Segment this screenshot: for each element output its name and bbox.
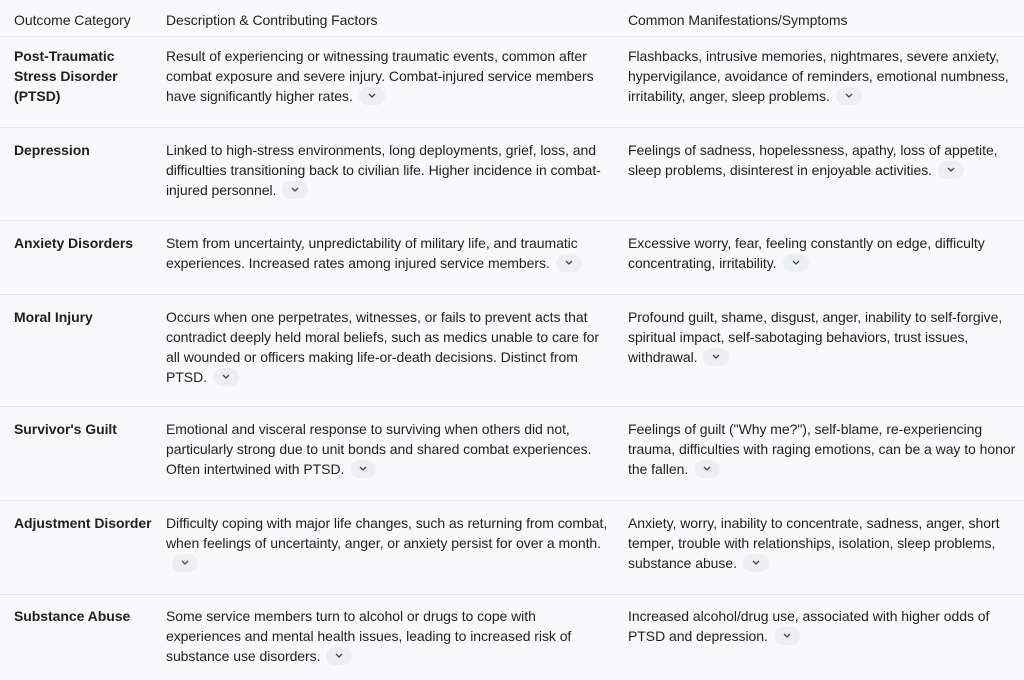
row-description	[166, 513, 611, 573]
header-divider	[0, 36, 1024, 37]
row-description	[166, 46, 611, 106]
row-outcome: Anxiety Disorders	[14, 235, 133, 251]
chevron-down-icon[interactable]	[938, 161, 964, 179]
chevron-down-icon[interactable]	[326, 647, 352, 665]
row-divider	[0, 294, 1024, 295]
table-row	[0, 46, 1024, 126]
row-divider	[0, 594, 1024, 595]
table-row	[0, 307, 1024, 397]
row-outcome: Post-Traumatic Stress Disorder (PTSD)	[14, 48, 118, 104]
chevron-down-icon[interactable]	[350, 460, 376, 478]
row-description-text: Result of experiencing or witnessing traumatic events, common after combat exposure and severe injury. Combat-injured service members have significantly higher rates.	[166, 48, 594, 104]
chevron-down-icon[interactable]	[783, 254, 809, 272]
row-outcome: Depression	[14, 142, 90, 158]
row-symptoms	[628, 513, 1020, 573]
row-description-text: Occurs when one perpetrates, witnesses, or fails to prevent acts that contradict deeply held moral beliefs, such as medics unable to care for all wounded or officers making life-or-death decisions. Distinct from PTSD.	[166, 309, 600, 385]
row-divider	[0, 500, 1024, 501]
row-divider	[0, 127, 1024, 128]
row-symptoms	[628, 233, 1020, 273]
table-row	[0, 419, 1024, 489]
row-description-text: Some service members turn to alcohol or drugs to cope with experiences and mental health issues, leading to increased risk of substance use disorders.	[166, 608, 572, 664]
row-description	[166, 140, 611, 200]
table-row	[0, 233, 1024, 283]
chevron-down-icon[interactable]	[703, 348, 729, 366]
row-divider	[0, 406, 1024, 407]
chevron-down-icon[interactable]	[774, 627, 800, 645]
row-description	[166, 419, 611, 479]
row-symptoms	[628, 606, 1020, 646]
row-description-text: Emotional and visceral response to surviving when others did not, particularly strong due to unit bonds and shared combat experiences. Often intertwined with PTSD.	[166, 421, 592, 477]
row-description-text: Stem from uncertainty, unpredictability of military life, and traumatic experiences. Increased rates among injured service members.	[166, 235, 578, 271]
row-outcome: Moral Injury	[14, 309, 93, 325]
row-symptoms	[628, 419, 1020, 479]
row-symptoms	[628, 307, 1020, 367]
row-description	[166, 307, 611, 387]
row-description	[166, 606, 611, 666]
table-header	[0, 10, 1024, 32]
chevron-down-icon[interactable]	[836, 87, 862, 105]
table-row	[0, 513, 1024, 583]
row-symptoms-text: Feelings of guilt ("Why me?"), self-blame, re-experiencing trauma, difficulties with raging emotions, can be a way to honor the fallen.	[628, 421, 1016, 477]
row-symptoms-text: Feelings of sadness, hopelessness, apathy, loss of appetite, sleep problems, disinterest in enjoyable activities.	[628, 142, 998, 178]
header-outcome-category: Outcome Category	[14, 12, 131, 28]
chevron-down-icon[interactable]	[694, 460, 720, 478]
row-symptoms	[628, 46, 1020, 106]
row-description-text: Difficulty coping with major life changes, such as returning from combat, when feelings of uncertainty, anger, or anxiety persist for over a month.	[166, 515, 608, 551]
row-symptoms-text: Flashbacks, intrusive memories, nightmares, severe anxiety, hypervigilance, avoidance of reminders, emotional numbness, irritability, anger, sleep problems.	[628, 48, 1009, 104]
chevron-down-icon[interactable]	[743, 554, 769, 572]
row-outcome: Adjustment Disorder	[14, 515, 152, 531]
header-description: Description & Contributing Factors	[166, 12, 378, 28]
chevron-down-icon[interactable]	[282, 181, 308, 199]
row-symptoms-text: Increased alcohol/drug use, associated with higher odds of PTSD and depression.	[628, 608, 990, 644]
row-divider	[0, 220, 1024, 221]
row-outcome: Survivor's Guilt	[14, 421, 117, 437]
row-symptoms	[628, 140, 1020, 180]
table-row	[0, 606, 1024, 676]
row-symptoms-text: Anxiety, worry, inability to concentrate, sadness, anger, short temper, trouble with relationships, isolation, sleep problems, substance abuse.	[628, 515, 1000, 571]
chevron-down-icon[interactable]	[172, 554, 198, 572]
row-symptoms-text: Excessive worry, fear, feeling constantly on edge, difficulty concentrating, irritability.	[628, 235, 985, 271]
table-row	[0, 140, 1024, 210]
chevron-down-icon[interactable]	[359, 87, 385, 105]
row-symptoms-text: Profound guilt, shame, disgust, anger, inability to self-forgive, spiritual impact, self-sabotaging behaviors, trust issues, withdrawal.	[628, 309, 1003, 365]
header-symptoms: Common Manifestations/Symptoms	[628, 12, 848, 28]
chevron-down-icon[interactable]	[213, 368, 239, 386]
row-description	[166, 233, 611, 273]
row-description-text: Linked to high-stress environments, long deployments, grief, loss, and difficulties transitioning back to civilian life. Higher incidence in combat-injured personnel.	[166, 142, 601, 198]
chevron-down-icon[interactable]	[556, 254, 582, 272]
row-outcome: Substance Abuse	[14, 608, 131, 624]
